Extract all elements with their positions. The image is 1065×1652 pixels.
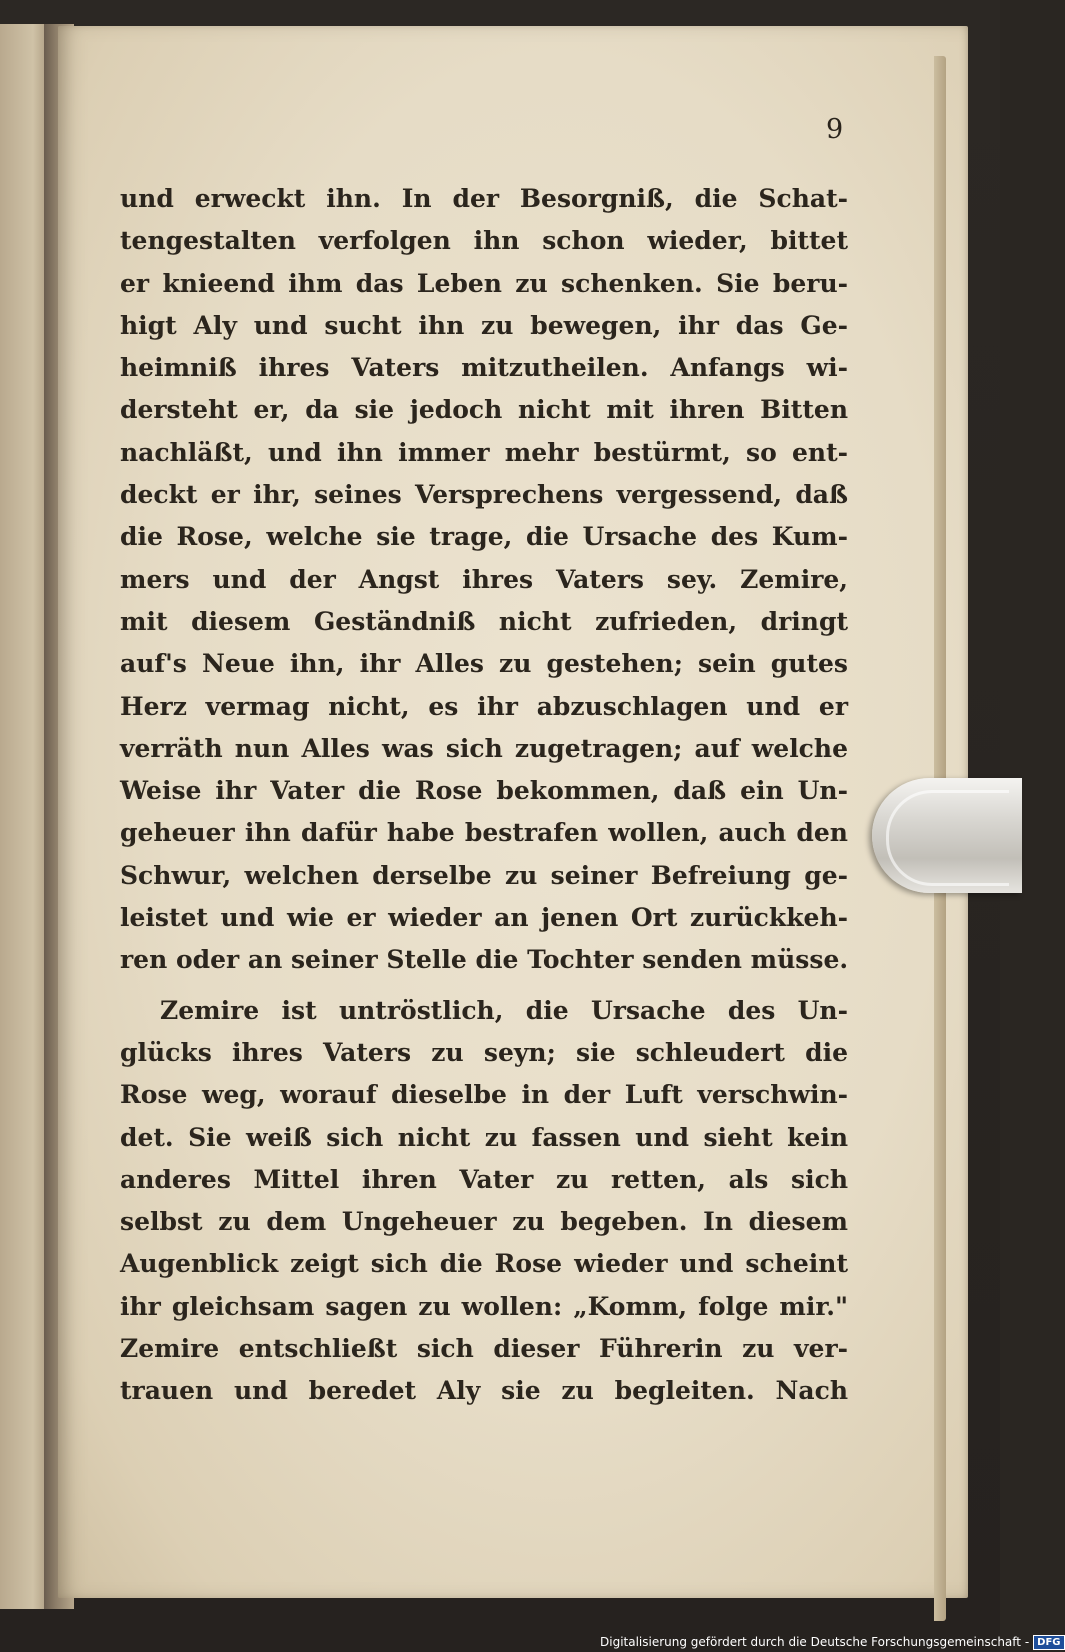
text-line: dersteht er, da sie jedoch nicht mit ihren Bitten xyxy=(120,395,848,425)
text-line: anderes Mittel ihren Vater zu retten, als sich xyxy=(120,1164,848,1194)
text-line: geheuer ihn dafür habe bestrafen wollen, auch den xyxy=(120,818,848,848)
text-line: mit diesem Geständniß nicht zufrieden, dringt xyxy=(120,606,848,636)
text-line: higt Aly und sucht ihn zu bewegen, ihr das Ge- xyxy=(120,310,848,340)
text-line: er knieend ihm das Leben zu schenken. Sie beru- xyxy=(120,268,848,298)
text-line: tengestalten verfolgen ihn schon wieder, bittet xyxy=(120,226,848,256)
footer-credit-text: Digitalisierung gefördert durch die Deutsche Forschungsgemeinschaft - xyxy=(600,1635,1030,1649)
text-line: glücks ihres Vaters zu seyn; sie schleudert die xyxy=(120,1037,848,1067)
text-line: ihr gleichsam sagen zu wollen: „Komm, folge mir." xyxy=(120,1291,848,1321)
text-line: trauen und beredet Aly sie zu begleiten. Nach xyxy=(120,1376,848,1406)
text-line: selbst zu dem Ungeheuer zu begeben. In diesem xyxy=(120,1207,848,1237)
text-line: Rose weg, worauf dieselbe in der Luft verschwin- xyxy=(120,1080,848,1110)
text-line: auf's Neue ihn, ihr Alles zu gestehen; sein gutes xyxy=(120,649,848,679)
footer-credit-bar xyxy=(600,1632,1065,1652)
text-line: Augenblick zeigt sich die Rose wieder und scheint xyxy=(120,1249,848,1279)
paragraph-gap xyxy=(120,982,848,990)
text-line: det. Sie weiß sich nicht zu fassen und sieht kein xyxy=(120,1122,848,1152)
text-line: leistet und wie er wieder an jenen Ort zurückkeh- xyxy=(120,903,848,933)
text-line: nachläßt, und ihn immer mehr bestürmt, so ent- xyxy=(120,437,848,467)
text-line: mers und der Angst ihres Vaters sey. Zemire, xyxy=(120,564,848,594)
dfg-logo-icon: DFG xyxy=(1033,1635,1064,1650)
text-line: Zemire ist untröstlich, die Ursache des Un- xyxy=(160,995,848,1025)
text-line: verräth nun Alles was sich zugetragen; auf welche xyxy=(120,733,848,763)
text-line: Herz vermag nicht, es ihr abzuschlagen und er xyxy=(120,691,848,721)
text-line: deckt er ihr, seines Versprechens vergessend, daß xyxy=(120,480,848,510)
text-line: und erweckt ihn. In der Besorgniß, die Schat- xyxy=(120,184,848,213)
text-line: die Rose, welche sie trage, die Ursache des Kum- xyxy=(120,522,848,552)
text-line: Zemire entschließt sich dieser Führerin zu ver- xyxy=(120,1334,848,1364)
text-line: ren oder an seiner Stelle die Tochter senden müsse. xyxy=(120,945,849,975)
body-text xyxy=(120,178,848,1413)
page-number: 9 xyxy=(826,114,844,145)
text-line: Schwur, welchen derselbe zu seiner Befreiung ge- xyxy=(120,860,848,890)
text-line: heimniß ihres Vaters mitzutheilen. Anfangs wi- xyxy=(120,353,848,383)
page-clip xyxy=(872,778,1022,893)
text-line: Weise ihr Vater die Rose bekommen, daß ein Un- xyxy=(120,776,848,806)
